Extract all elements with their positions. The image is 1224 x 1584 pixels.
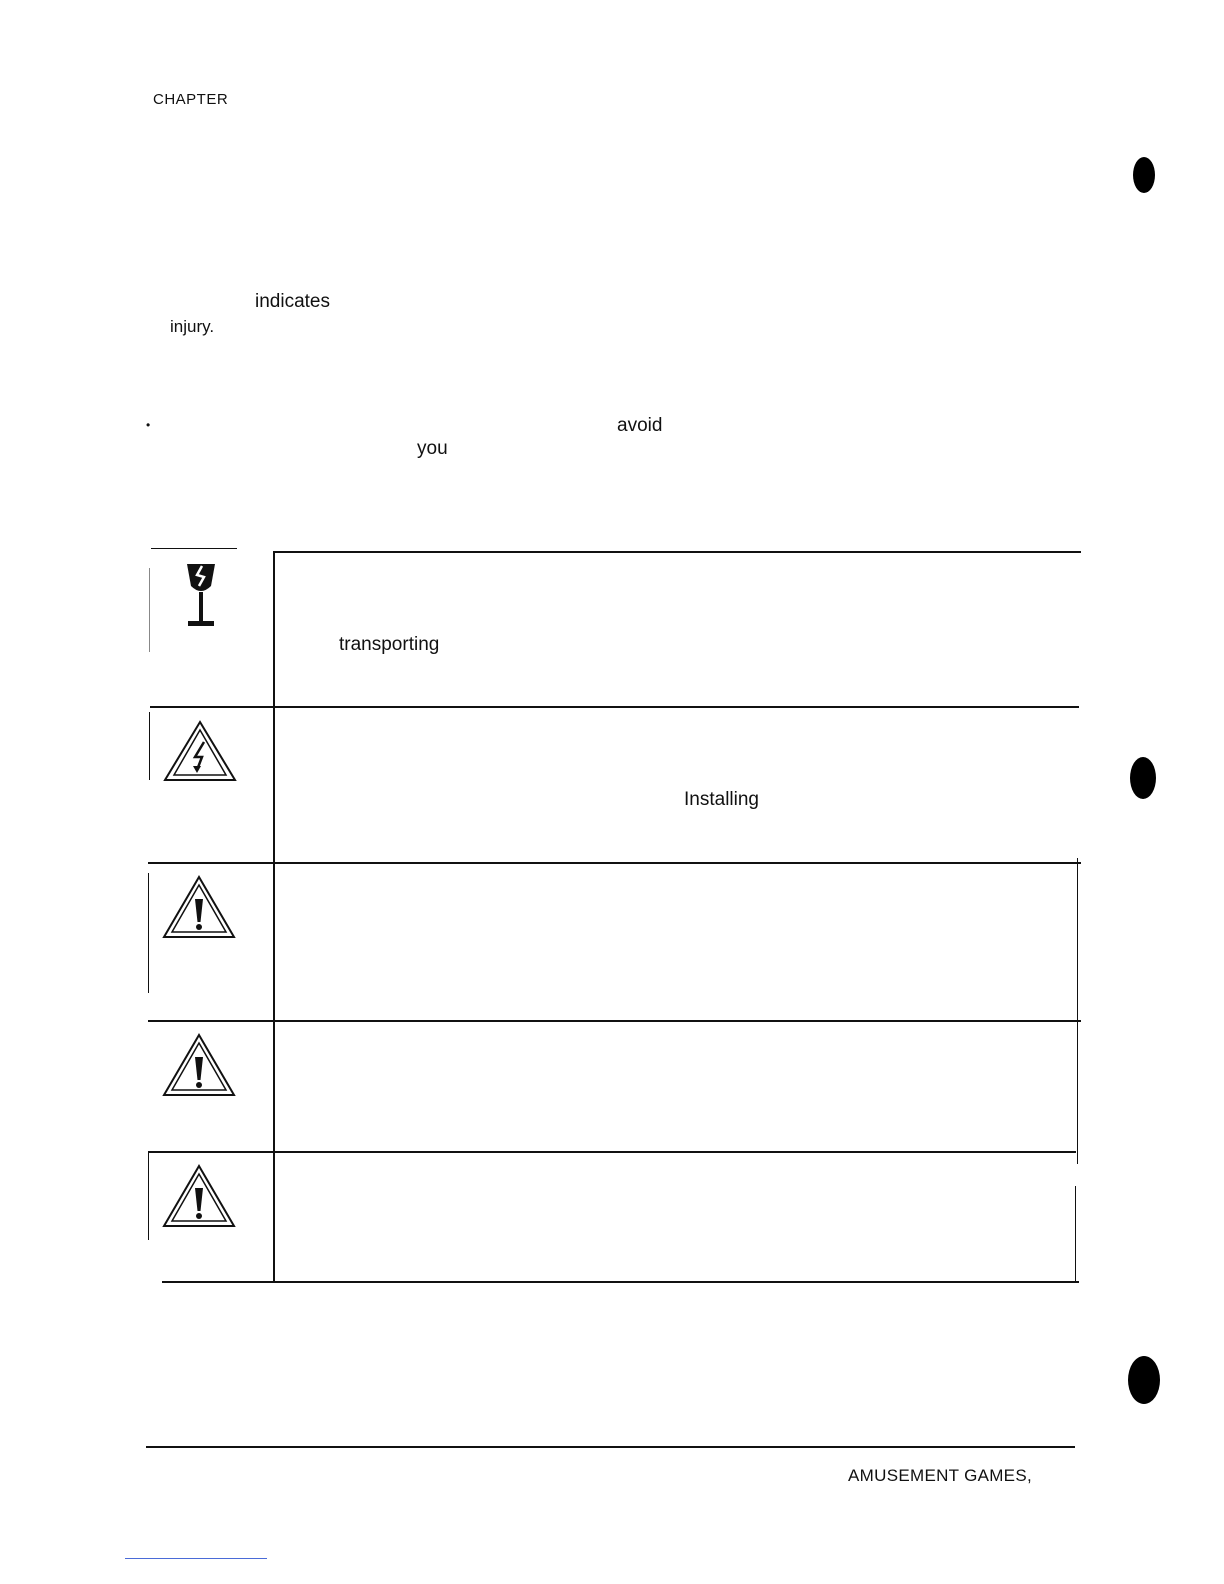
punch-hole-mark [1130, 757, 1156, 799]
punch-hole-mark [1133, 157, 1155, 193]
caution-exclamation-icon [162, 1032, 236, 1098]
bullet-avoid: avoid [617, 415, 663, 436]
intro-injury: injury. [170, 317, 215, 336]
caution-exclamation-icon [162, 874, 236, 940]
footer-company: AMUSEMENT GAMES, [848, 1466, 1032, 1485]
footer-rule [146, 1446, 1075, 1448]
bullet-symbol: • [146, 418, 151, 432]
electrical-hazard-icon [162, 718, 238, 784]
fragile-glass-icon [180, 562, 222, 630]
chapter-label: CHAPTER [153, 91, 229, 108]
caution-exclamation-icon [162, 1163, 236, 1229]
intro-indicates: indicates [255, 291, 330, 312]
warning-text-transporting: transporting [339, 634, 440, 655]
punch-hole-mark [1128, 1356, 1160, 1404]
bullet-you: you [417, 438, 448, 459]
bottom-underline [125, 1558, 267, 1559]
warning-text-installing: Installing [684, 789, 759, 810]
